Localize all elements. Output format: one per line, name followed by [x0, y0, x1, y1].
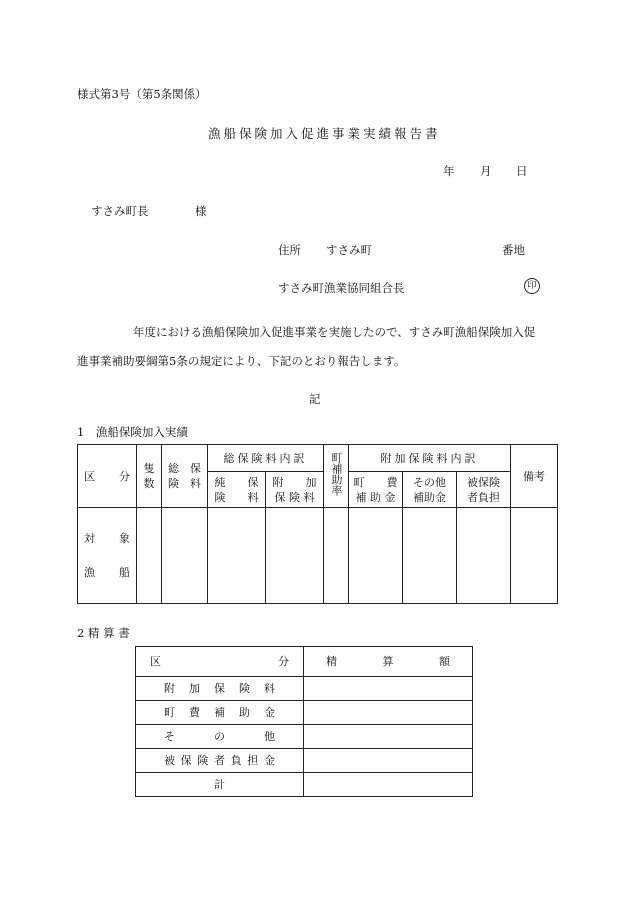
- results-table: [77, 444, 558, 604]
- date-month: 月: [480, 164, 492, 178]
- header-sohoken: 総 保 険 料: [162, 445, 208, 508]
- cell-town-subsidy[interactable]: [349, 508, 403, 604]
- header-remarks: 備考: [511, 445, 558, 508]
- addressee-name: すさみ町長: [91, 204, 149, 218]
- settlement-row-total: 計: [136, 773, 304, 797]
- settlement-amount-total[interactable]: [304, 773, 473, 797]
- address-value: すさみ町: [326, 243, 372, 257]
- header-insured-burden: 被保険 者負担: [457, 472, 511, 508]
- date-year: 年: [443, 164, 455, 178]
- header-uchiwake: 総保険料内訳: [208, 445, 324, 472]
- cell-remarks[interactable]: [511, 508, 558, 604]
- seal-stamp: 印: [524, 278, 540, 294]
- settlement-amount-other[interactable]: [304, 725, 473, 749]
- row-label-target-vessel: 対 象 漁 船: [78, 508, 137, 604]
- header-seki: 隻 数: [137, 445, 162, 508]
- document-title: 漁船保険加入促進事業実績報告書: [208, 126, 441, 141]
- cell-sohoken[interactable]: [162, 508, 208, 604]
- body-line-2: 進事業補助要綱第5条の規定により、下記のとおり報告します。: [77, 354, 406, 368]
- section2-heading: 2 精 算 書: [77, 626, 130, 640]
- header-other-subsidy: その他 補助金: [403, 472, 457, 508]
- sender-name: すさみ町漁業協同組合長: [278, 281, 405, 295]
- date-day: 日: [516, 164, 528, 178]
- cell-other-subsidy[interactable]: [403, 508, 457, 604]
- header-town-rate: 町補助率: [324, 445, 349, 508]
- addressee-honorific: 様: [195, 204, 207, 218]
- section1-heading: 1 漁船保険加入実績: [77, 425, 188, 439]
- settlement-amount-town-subsidy[interactable]: [304, 701, 473, 725]
- header-jun-hoken: 純 保 険 料: [208, 472, 266, 508]
- settlement-table: [135, 646, 473, 797]
- settlement-amount-insured-burden[interactable]: [304, 749, 473, 773]
- address-suffix: 番地: [502, 243, 525, 257]
- form-number: 様式第3号（第5条関係）: [77, 87, 207, 101]
- header-town-subsidy: 町 費 補 助 金: [349, 472, 403, 508]
- cell-town-rate[interactable]: [324, 508, 349, 604]
- settlement-row-insured-burden: 被 保 険 者 負 担 金: [136, 749, 304, 773]
- header-fuka-hoken: 附 加 保 険 料: [266, 472, 324, 508]
- header-fuka-uchiwake: 附加保険料内訳: [349, 445, 511, 472]
- settlement-header-kubun: 区 分: [136, 647, 304, 677]
- body-line-1: 年度における漁船保険加入促進事業を実施したので、すさみ町漁船保険加入促: [133, 325, 536, 339]
- settlement-row-fuka-hoken: 附 加 保 険 料: [136, 677, 304, 701]
- settlement-row-town-subsidy: 町 費 補 助 金: [136, 701, 304, 725]
- header-kubun: 区 分: [78, 445, 137, 508]
- settlement-header-amount: 精 算 額: [304, 647, 473, 677]
- cell-jun-hoken[interactable]: [208, 508, 266, 604]
- ki-label: 記: [309, 392, 321, 406]
- cell-insured-burden[interactable]: [457, 508, 511, 604]
- address-label: 住所: [278, 243, 301, 257]
- cell-fuka-hoken[interactable]: [266, 508, 324, 604]
- cell-seki[interactable]: [137, 508, 162, 604]
- settlement-amount-fuka-hoken[interactable]: [304, 677, 473, 701]
- settlement-row-other: そ の 他: [136, 725, 304, 749]
